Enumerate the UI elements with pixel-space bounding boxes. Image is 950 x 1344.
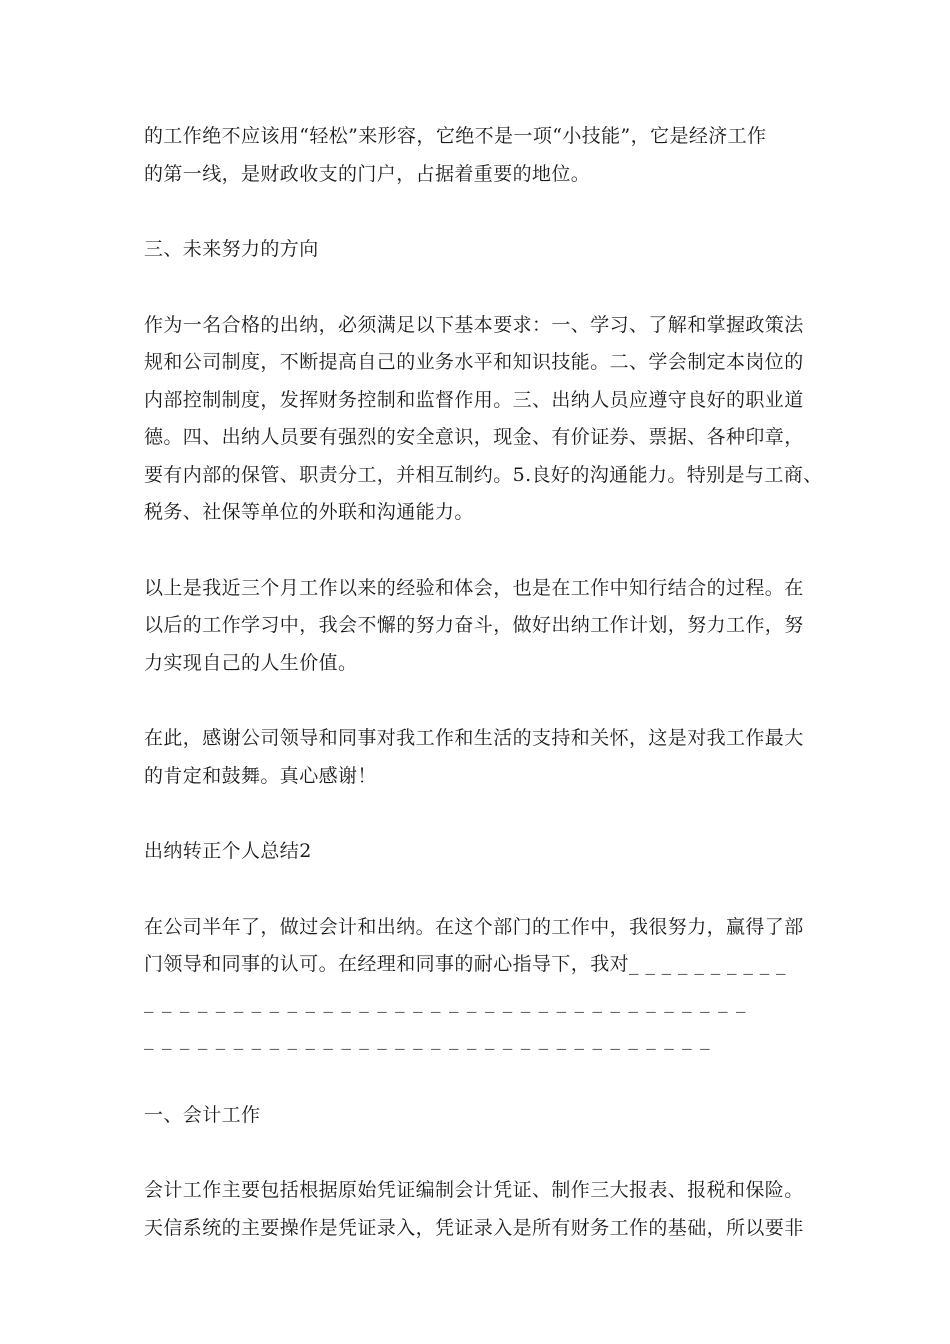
document-title-summary-2: 出纳转正个人总结2 bbox=[144, 840, 312, 862]
paragraph-cashier-importance bbox=[144, 118, 814, 193]
section-heading-accounting-work: 一、会计工作 bbox=[144, 1103, 261, 1126]
document-body bbox=[144, 118, 823, 1285]
paragraph-thanks bbox=[144, 720, 814, 795]
paragraph-half-year bbox=[144, 909, 814, 1059]
text-line: 在此，感谢公司领导和同事对我工作和生活的支持和关怀，这是对我工作最大 bbox=[144, 727, 804, 749]
blank-fill-line: _ _ _ _ _ _ _ _ _ _ _ _ _ _ _ _ _ _ _ _ _ _ _ _ _ _ _ _ _ _ _ _ bbox=[144, 1028, 711, 1050]
text-line: 的肯定和鼓舞。真心感谢！ bbox=[144, 764, 377, 787]
text-line: 德。四、出纳人员要有强烈的安全意识，现金、有价证券、票据、各种印章， bbox=[144, 426, 804, 448]
text-line: 以后的工作学习中，我会不懈的努力奋斗，做好出纳工作计划，努力工作，努 bbox=[144, 614, 804, 636]
section-heading-future-direction: 三、未来努力的方向 bbox=[144, 238, 319, 260]
text-line: 门领导和同事的认可。在经理和同事的耐心指导下，我对_ _ _ _ _ _ _ _ _ _ bbox=[144, 953, 786, 975]
text-line: 内部控制制度，发挥财务控制和监督作用。三、出纳人员应遵守良好的职业道 bbox=[144, 388, 804, 411]
text-line: 会计工作主要包括根据原始凭证编制会计凭证、制作三大报表、报税和保险。 bbox=[144, 1179, 804, 1201]
text-line: 的第一线，是财政收支的门户，占据着重要的地位。 bbox=[144, 162, 591, 185]
text-line: 规和公司制度，不断提高自己的业务水平和知识技能。二、学会制定本岗位的 bbox=[144, 351, 804, 373]
text-line: 力实现自己的人生价值。 bbox=[144, 651, 358, 674]
text-line: 要有内部的保管、职责分工，并相互制约。5.良好的沟通能力。特别是与工商、 bbox=[144, 463, 823, 486]
paragraph-basic-requirements bbox=[144, 307, 823, 532]
text-line: 在公司半年了，做过会计和出纳。在这个部门的工作中，我很努力，赢得了部 bbox=[144, 915, 804, 938]
blank-fill-line: _ _ _ _ _ _ _ _ _ _ _ _ _ _ _ _ _ _ _ _ _ _ _ _ _ _ _ _ _ _ _ _ _ _ bbox=[144, 990, 747, 1013]
text-line: 天信系统的主要操作是凭证录入，凭证录入是所有财务工作的基础，所以要非 bbox=[144, 1216, 804, 1239]
paragraph-accounting-duties bbox=[144, 1172, 814, 1247]
text-line: 以上是我近三个月工作以来的经验和体会，也是在工作中知行结合的过程。在 bbox=[144, 576, 804, 599]
text-line: 作为一名合格的出纳，必须满足以下基本要求：一、学习、了解和掌握政策法 bbox=[144, 313, 804, 336]
text-line: 的工作绝不应该用“轻松”来形容，它绝不是一项“小技能”，它是经济工作 bbox=[144, 125, 767, 147]
text-line: 税务、社保等单位的外联和沟通能力。 bbox=[144, 501, 474, 523]
paragraph-experience bbox=[144, 570, 814, 683]
